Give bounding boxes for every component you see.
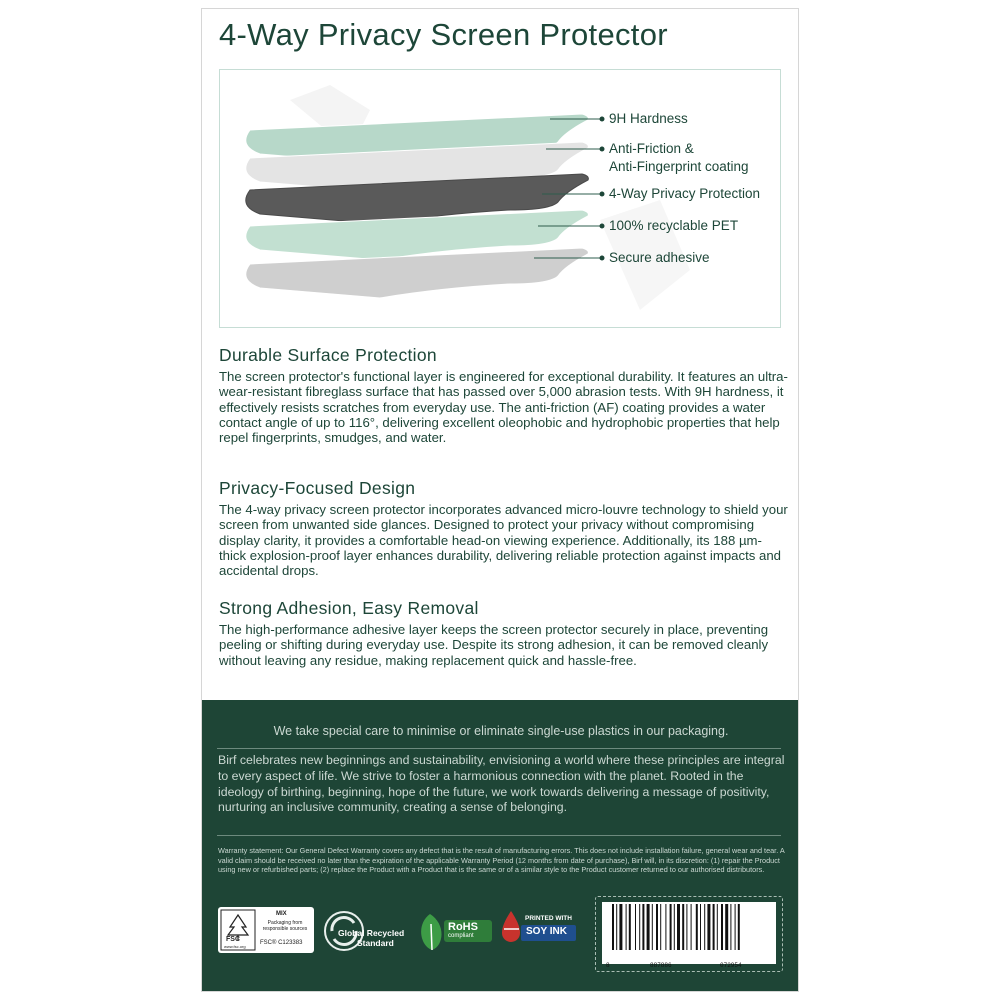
rohs-title: RoHS (448, 921, 478, 933)
section-durable (219, 345, 789, 445)
layer-label: 9H Hardness (609, 111, 688, 126)
page-title: 4-Way Privacy Screen Protector (219, 17, 668, 52)
fsc-desc: Packaging from responsible sources (262, 920, 308, 932)
section-heading: Durable Surface Protection (219, 345, 437, 365)
fsc-site: www.fsc.org (224, 944, 246, 949)
barcode-bar (700, 904, 701, 950)
barcode-digits-right: 072954 (720, 962, 742, 969)
barcode-bar (612, 904, 614, 950)
layer-sheet (246, 248, 589, 298)
brand-footer (202, 700, 799, 992)
layer-diagram (219, 69, 781, 328)
fsc-mark: FSC (226, 936, 240, 943)
barcode-bar (674, 904, 675, 950)
barcode-bar (642, 904, 644, 950)
barcode-bar (670, 904, 672, 950)
section-adhesion (219, 598, 789, 668)
warranty-statement: Warranty statement: Our General Defect Warranty covers any defect that is the result of manufacturing errors. This does not include installation failure, general wear and tear. A valid claim should be received no later than the expiration of the applicable Warranty Period (12 months from date of purchase), Birf will, in its discretion: (1) repair the Product using new or refurbished parts; (2) replace the Product with a Product that is the same or of a similar style to the Product customer returned to our authorised distributors. (218, 846, 785, 875)
barcode-bar (635, 904, 636, 950)
packaging-tagline: We take special care to minimise or eliminate single-use plastics in our packaging. (273, 724, 729, 738)
section-body: The 4-way privacy screen protector incorporates advanced micro-louvre technology to shield your screen from unwanted side glances. Designed to protect your privacy without compromising display clarity, it provides a comfortable head-on viewing experience. Additionally, its 188 µm-thick explosion-proof layer enhances durability, delivering reliable protection against impacts and accidental drops. (219, 502, 788, 579)
section-body: The screen protector's functional layer is engineered for exceptional durability. It features an ultra-wear-resistant fibreglass surface that has passed over 5,000 abrasion tests. With 9H hardness, it effectively resists scratches from everyday use. The anti-friction (AF) coating provides a water contact angle of up to 116°, delivering excellent oleophobic and hydrophobic properties that help repel fingerprints, smudges, and water. (219, 369, 788, 446)
grs-line1: Global Recycled (338, 928, 405, 938)
leader-dot (600, 192, 605, 197)
barcode-bar (652, 904, 653, 950)
section-heading: Strong Adhesion, Easy Removal (219, 598, 479, 618)
barcode-bars (602, 902, 776, 952)
fsc-mix: MIX (276, 911, 287, 917)
divider (217, 748, 781, 749)
layer-label: Secure adhesive (609, 250, 710, 265)
rohs-badge (418, 910, 494, 954)
layer-label: Anti-Friction & Anti-Fingerprint coating (609, 141, 749, 174)
barcode-bar (735, 904, 736, 950)
section-heading: Privacy-Focused Design (219, 478, 416, 498)
leader-dot (600, 117, 605, 122)
fsc-code: FSC® C123383 (260, 940, 303, 946)
barcode-digit-lead: 8 (606, 962, 610, 969)
grs-line2: Standard (357, 938, 394, 948)
barcode-bar (619, 904, 622, 950)
barcode-panel (595, 896, 783, 972)
layer-label: 100% recyclable PET (609, 218, 739, 233)
barcode-bar (738, 904, 740, 950)
barcode-bar (717, 904, 718, 950)
leader-dot (600, 256, 605, 261)
barcode-bar (730, 904, 731, 950)
rohs-sub: compliant (448, 933, 474, 939)
barcode-bar (677, 904, 680, 950)
soy-ink-badge (499, 907, 579, 947)
barcode-bar (721, 904, 723, 950)
barcode-bar (686, 904, 687, 950)
divider (217, 835, 781, 836)
soy-line2: SOY INK (526, 926, 567, 937)
soy-line1: PRINTED WITH (525, 915, 572, 922)
mission-statement: Birf celebrates new beginnings and sustainability, envisioning a world where these principles are integral to every aspect of life. We strive to foster a harmonious connection with the planet. Rooted in the ideology of birthing, beginning, hope of the future, we work towards delivering a message of positivity, nurturing an inclusive community, creating a sense of belonging. (218, 753, 785, 815)
grs-badge (322, 908, 414, 954)
barcode (602, 902, 776, 969)
barcode-bar (704, 904, 705, 950)
barcode-bar (691, 904, 692, 950)
leader-dot (600, 147, 605, 152)
barcode-bar (682, 904, 684, 950)
barcode-bar (629, 904, 631, 950)
barcode-bar (707, 904, 710, 950)
fsc-badge (218, 907, 314, 953)
section-privacy (219, 478, 789, 578)
section-body: The high-performance adhesive layer keeps the screen protector securely in place, preventing peeling or shifting during everyday use. Despite its strong adhesion, it can be removed cleanly without leaving any residue, making replacement quick and hassle-free. (219, 622, 769, 668)
barcode-bar (626, 904, 627, 950)
barcode-bar (639, 904, 640, 950)
leader-dot (600, 224, 605, 229)
barcode-bar (660, 904, 661, 950)
barcode-bar (696, 904, 698, 950)
barcode-bar (616, 904, 617, 950)
barcode-bar (647, 904, 650, 950)
layer-label: 4-Way Privacy Protection (609, 186, 761, 201)
barcode-bar (656, 904, 658, 950)
barcode-bar (713, 904, 715, 950)
barcode-bar (665, 904, 666, 950)
barcode-bar (725, 904, 728, 950)
barcode-digits-left: 887886 (650, 962, 672, 969)
product-card (201, 8, 799, 992)
